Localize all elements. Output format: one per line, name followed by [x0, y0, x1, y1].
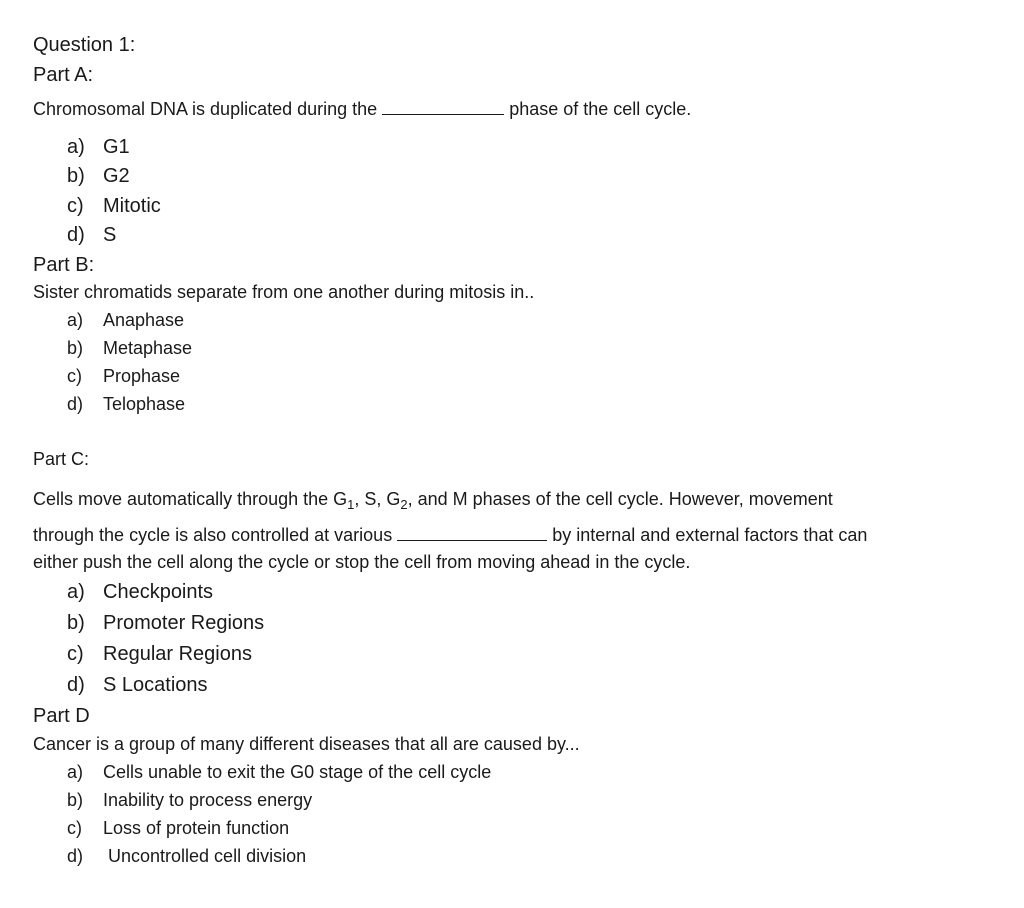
option-letter: d)	[67, 846, 84, 866]
option-text: Metaphase	[103, 338, 193, 358]
part-a-option-c[interactable]	[67, 196, 161, 216]
part-d-heading: Part D	[33, 705, 90, 727]
option-letter: b)	[67, 790, 84, 810]
part-d-option-d[interactable]	[67, 847, 306, 865]
part-a-option-d[interactable]	[67, 225, 116, 245]
part-d-prompt: Cancer is a group of many different diseases that all are caused by...	[33, 734, 580, 754]
option-text: Promoter Regions	[103, 612, 265, 634]
option-text: G1	[103, 136, 130, 158]
option-letter: a)	[67, 581, 85, 603]
option-text: G2	[103, 165, 130, 187]
option-letter: c)	[67, 195, 84, 217]
part-c-option-d[interactable]	[67, 675, 208, 695]
part-c-line-2-before: through the cycle is also controlled at various	[33, 525, 393, 545]
part-a-prompt	[33, 100, 691, 118]
part-c-option-c[interactable]	[67, 644, 252, 664]
option-letter: b)	[67, 612, 85, 634]
option-letter: b)	[67, 165, 85, 187]
part-a-option-b[interactable]	[67, 166, 130, 186]
option-letter: c)	[67, 643, 84, 665]
part-c-line-2-after: by internal and external factors that can	[552, 525, 868, 545]
option-text: Anaphase	[103, 310, 185, 330]
subscript-1: 1	[347, 496, 355, 512]
option-letter: a)	[67, 310, 84, 330]
option-text: Prophase	[103, 366, 181, 386]
part-c-line-1-mid: , S, G	[354, 489, 401, 509]
part-b-prompt: Sister chromatids separate from one another during mitosis in..	[33, 282, 535, 302]
option-text: Telophase	[103, 394, 186, 414]
part-b-option-b[interactable]	[67, 339, 192, 357]
option-letter: d)	[67, 674, 85, 696]
option-letter: d)	[67, 224, 85, 246]
subscript-2: 2	[400, 496, 408, 512]
part-b-option-c[interactable]	[67, 367, 180, 385]
option-text: Checkpoints	[103, 581, 214, 603]
option-text: Uncontrolled cell division	[108, 846, 307, 866]
part-d-option-c[interactable]	[67, 819, 289, 837]
part-b-option-d[interactable]	[67, 395, 185, 413]
option-letter: c)	[67, 818, 82, 838]
part-c-answer-blank	[397, 539, 547, 541]
part-d-option-b[interactable]	[67, 791, 312, 809]
part-a-prompt-before: Chromosomal DNA is duplicated during the	[33, 99, 378, 119]
part-a-prompt-after: phase of the cell cycle.	[509, 99, 692, 119]
part-c-line-2	[33, 526, 867, 544]
option-text: S	[103, 224, 117, 246]
option-text: Cells unable to exit the G0 stage of the cell cycle	[103, 762, 492, 782]
option-text: Regular Regions	[103, 643, 252, 665]
option-text: Inability to process energy	[103, 790, 313, 810]
option-letter: d)	[67, 394, 84, 414]
part-b-option-a[interactable]	[67, 311, 184, 329]
option-text: S Locations	[103, 674, 208, 696]
question-title: Question 1:	[33, 34, 136, 56]
part-c-line-1	[33, 489, 833, 512]
option-letter: a)	[67, 136, 85, 158]
option-letter: c)	[67, 366, 82, 386]
option-text: Loss of protein function	[103, 818, 290, 838]
part-c-line-3: either push the cell along the cycle or stop the cell from moving ahead in the cycle.	[33, 552, 691, 572]
option-letter: b)	[67, 338, 84, 358]
part-c-option-b[interactable]	[67, 613, 264, 633]
part-c-line-1-end: , and M phases of the cell cycle. However, movement	[407, 489, 833, 509]
option-text: Mitotic	[103, 195, 161, 217]
part-b-heading: Part B:	[33, 254, 95, 276]
option-letter: a)	[67, 762, 84, 782]
part-c-heading: Part C:	[33, 449, 90, 469]
part-c-option-a[interactable]	[67, 582, 213, 602]
part-a-heading: Part A:	[33, 64, 94, 86]
part-a-option-a[interactable]	[67, 137, 130, 157]
part-c-line-1-start: Cells move automatically through the G	[33, 489, 348, 509]
part-a-answer-blank	[382, 113, 504, 115]
part-d-option-a[interactable]	[67, 763, 491, 781]
